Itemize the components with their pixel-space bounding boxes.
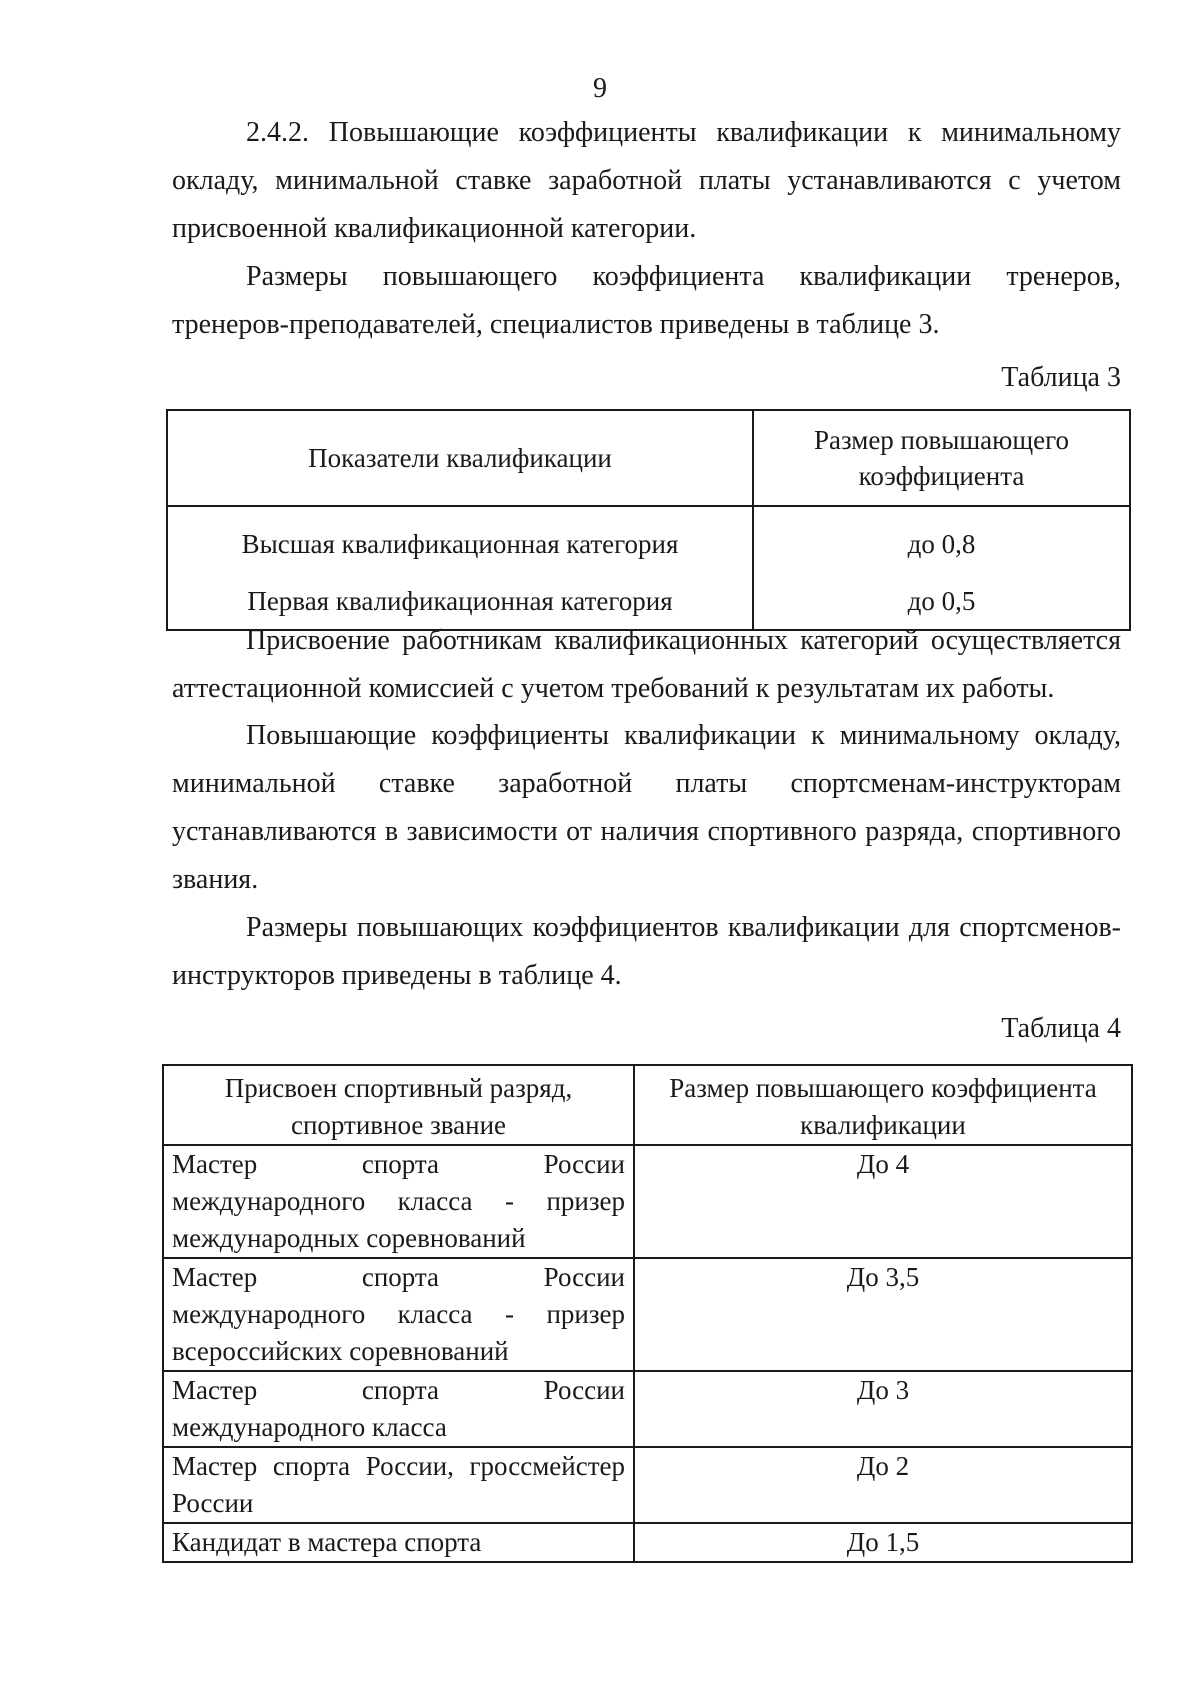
table3-header-coefficient xyxy=(753,410,1130,506)
table4-header-row xyxy=(163,1065,1132,1145)
table4-header-rank xyxy=(163,1065,634,1145)
paragraph-table4-intro: Размеры повышающих коэффициентов квалификации для спортсменов-инструкторов приведены в таблице 4. xyxy=(172,912,1121,991)
table-row xyxy=(163,1258,1132,1371)
table4-cell-coefficient: До 3 xyxy=(634,1371,1132,1447)
table4-cell-coefficient: До 1,5 xyxy=(634,1523,1132,1562)
table3-header-qualification: Показатели квалификации xyxy=(167,410,753,506)
page-number: 9 xyxy=(593,73,607,104)
paragraph-table3-intro: Размеры повышающего коэффициента квалификации тренеров, тренеров-преподавателей, специалистов приведены в таблице 3. xyxy=(172,261,1121,340)
table3-caption: Таблица 3 xyxy=(1001,362,1121,393)
table3-cell-category: Высшая квалификационная категория xyxy=(167,506,753,572)
table4-header-rank-text: Присвоен спортивный разряд, спортивное звание xyxy=(224,1073,573,1140)
table3-cell-coefficient: до 0,8 xyxy=(753,506,1130,572)
table-row xyxy=(167,506,1130,572)
table4-cell-rank: Мастер спорта России международного класса - призер международных соревнований xyxy=(163,1145,634,1258)
table4-header-coefficient xyxy=(634,1065,1132,1145)
table4-caption: Таблица 4 xyxy=(1001,1013,1121,1044)
table3-header-coefficient-text: Размер повышающего коэффициента xyxy=(813,425,1070,491)
table4-cell-coefficient: До 3,5 xyxy=(634,1258,1132,1371)
table4-cell-rank: Кандидат в мастера спорта xyxy=(163,1523,634,1562)
table4-cell-rank: Мастер спорта России международного класса xyxy=(163,1371,634,1447)
table4-cell-rank: Мастер спорта России международного класса - призер всероссийских соревнований xyxy=(163,1258,634,1371)
table-row xyxy=(163,1371,1132,1447)
table3-header-row xyxy=(167,410,1130,506)
table-4 xyxy=(162,1064,1133,1563)
table-row xyxy=(163,1145,1132,1258)
paragraph-2-4-2: 2.4.2. Повышающие коэффициенты квалификации к минимальному окладу, минимальной ставке заработной платы устанавливаются с учетом присвоенной квалификационной категории. xyxy=(172,117,1121,244)
table3-cell-category: Первая квалификационная категория xyxy=(167,572,753,630)
paragraph-instructors: Повышающие коэффициенты квалификации к минимальному окладу, минимальной ставке заработной платы спортсменам-инструкторам устанавливаются в зависимости от наличия спортивного разряда, спортивного звания. xyxy=(172,720,1121,895)
table4-cell-coefficient: До 2 xyxy=(634,1447,1132,1523)
paragraph-attestation: Присвоение работникам квалификационных категорий осуществляется аттестационной комиссией с учетом требований к результатам их работы. xyxy=(172,625,1121,704)
table-row xyxy=(163,1447,1132,1523)
table4-cell-coefficient: До 4 xyxy=(634,1145,1132,1258)
table3-cell-coefficient: до 0,5 xyxy=(753,572,1130,630)
table-row xyxy=(163,1523,1132,1562)
table4-cell-rank: Мастер спорта России, гроссмейстер России xyxy=(163,1447,634,1523)
table4-header-coefficient-text: Размер повышающего коэффициента квалификации xyxy=(669,1073,1097,1140)
table-3 xyxy=(166,409,1131,631)
